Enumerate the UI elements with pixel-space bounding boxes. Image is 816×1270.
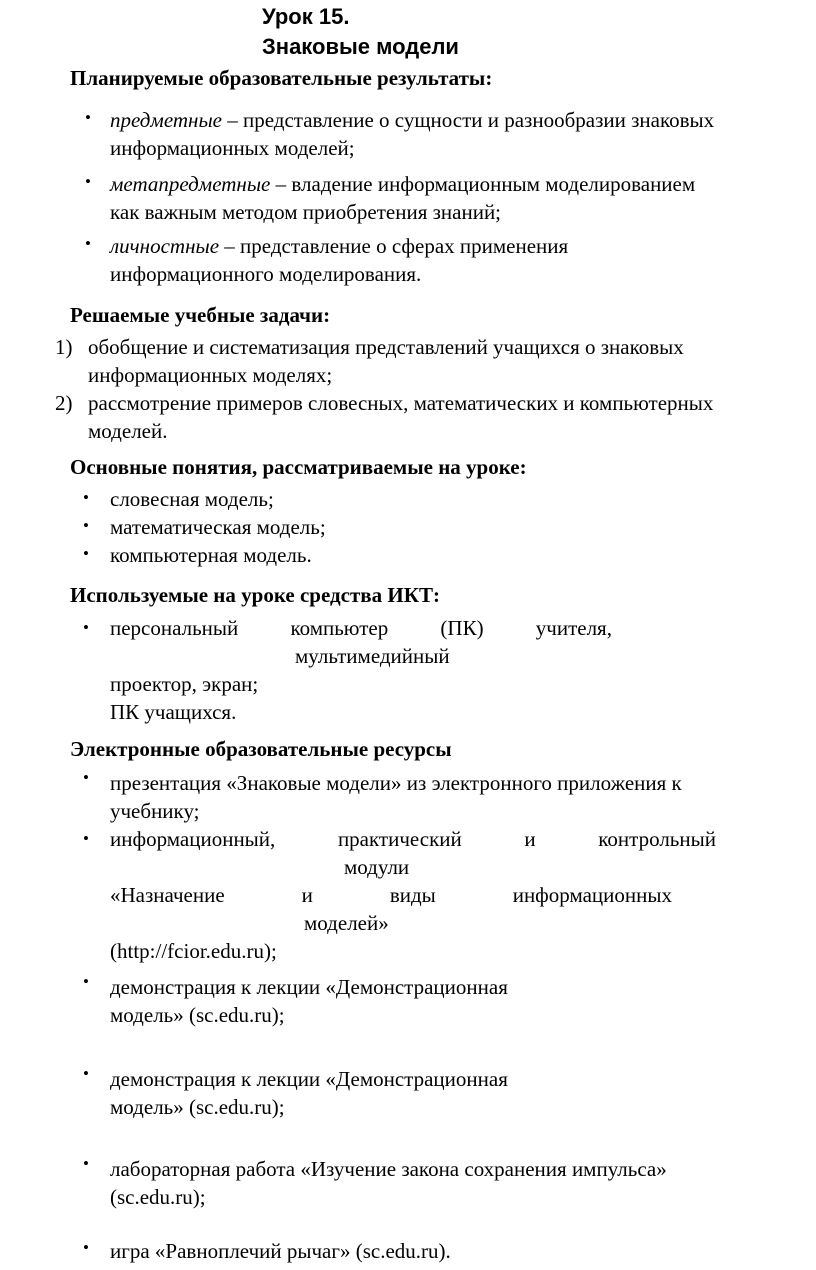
resource-word: контрольный bbox=[598, 827, 716, 851]
bullet-icon: • bbox=[85, 108, 91, 127]
resource-text: учебнику; bbox=[110, 799, 200, 823]
ict-word: персональный bbox=[110, 616, 239, 640]
resource-text: игра «Равноплечий рычаг» (sc.edu.ru). bbox=[110, 1239, 451, 1263]
planned-item bbox=[110, 232, 568, 260]
resource-line bbox=[110, 881, 672, 909]
lesson-number: Урок 15. bbox=[262, 4, 350, 29]
bullet-icon: • bbox=[85, 234, 91, 253]
planned-item-text: как важным методом приобретения знаний; bbox=[110, 200, 502, 224]
planned-item-text: – представление о сущности и разнообразии знаковых bbox=[227, 108, 715, 132]
resource-link: (http://fcior.edu.ru); bbox=[110, 939, 277, 963]
resource-line bbox=[110, 825, 716, 853]
planned-item-text: – владение информационным моделированием bbox=[275, 172, 696, 196]
lesson-title: Знаковые модели bbox=[262, 34, 459, 59]
resource-word: «Назначение bbox=[110, 883, 225, 907]
ict-word: (ПК) bbox=[440, 616, 484, 640]
resource-word: информационный, bbox=[110, 827, 276, 851]
task-text: информационных моделях; bbox=[88, 363, 333, 387]
resource-text: демонстрация к лекции «Демонстрационная bbox=[110, 975, 508, 999]
planned-item-term: метапредметные bbox=[110, 172, 271, 196]
resource-word: виды bbox=[389, 883, 436, 907]
resource-text: презентация «Знаковые модели» из электронного приложения к bbox=[110, 771, 682, 795]
concept-item: компьютерная модель. bbox=[110, 543, 312, 567]
resource-word: и bbox=[524, 827, 536, 851]
bullet-icon: • bbox=[83, 768, 89, 787]
resource-text: модули bbox=[344, 855, 410, 879]
task-text: моделей. bbox=[88, 419, 168, 443]
bullet-icon: • bbox=[83, 544, 89, 563]
ict-word: компьютер bbox=[290, 616, 389, 640]
bullet-icon: • bbox=[83, 488, 89, 507]
resource-word: информационных bbox=[512, 883, 672, 907]
concept-item: математическая модель; bbox=[110, 515, 326, 539]
resource-text: модель» (sc.edu.ru); bbox=[110, 1095, 285, 1119]
bullet-icon: • bbox=[85, 172, 91, 191]
bullet-icon: • bbox=[83, 1238, 89, 1257]
concept-item: словесная модель; bbox=[110, 487, 274, 511]
ict-word: учителя, bbox=[535, 616, 612, 640]
task-number: 1) bbox=[55, 335, 73, 359]
task-text: обобщение и систематизация представлений учащихся о знаковых bbox=[88, 335, 684, 359]
resource-text: моделей» bbox=[304, 911, 389, 935]
planned-item bbox=[110, 170, 695, 198]
planned-item-text: информационного моделирования. bbox=[110, 262, 422, 286]
bullet-icon: • bbox=[83, 516, 89, 535]
planned-item-text: информационных моделей; bbox=[110, 136, 355, 160]
concepts-heading: Основные понятия, рассматриваемые на уроке: bbox=[70, 455, 527, 479]
ict-heading: Используемые на уроке средства ИКТ: bbox=[70, 583, 440, 607]
bullet-icon: • bbox=[83, 1154, 89, 1173]
resource-text: (sc.edu.ru); bbox=[110, 1185, 206, 1209]
bullet-icon: • bbox=[83, 829, 89, 848]
planned-item bbox=[110, 106, 714, 134]
ict-item-text: мультимедийный bbox=[295, 644, 450, 668]
task-number: 2) bbox=[55, 391, 73, 415]
bullet-icon: • bbox=[83, 1064, 89, 1083]
planned-item-term: предметные bbox=[110, 108, 222, 132]
resource-word: и bbox=[301, 883, 313, 907]
resource-text: модель» (sc.edu.ru); bbox=[110, 1003, 285, 1027]
ict-item-text: проектор, экран; bbox=[110, 672, 259, 696]
planned-item-text: – представление о сферах применения bbox=[224, 234, 569, 258]
ict-item-line bbox=[110, 614, 612, 642]
bullet-icon: • bbox=[83, 618, 89, 637]
resources-heading: Электронные образовательные ресурсы bbox=[70, 737, 452, 761]
bullet-icon: • bbox=[83, 972, 89, 991]
resource-word: практический bbox=[337, 827, 462, 851]
resource-text: лабораторная работа «Изучение закона сохранения импульса» bbox=[110, 1157, 667, 1181]
planned-results-heading: Планируемые образовательные результаты: bbox=[70, 66, 493, 90]
resource-text: демонстрация к лекции «Демонстрационная bbox=[110, 1067, 508, 1091]
tasks-heading: Решаемые учебные задачи: bbox=[70, 303, 331, 327]
task-text: рассмотрение примеров словесных, математических и компьютерных bbox=[88, 391, 714, 415]
planned-item-term: личностные bbox=[110, 234, 220, 258]
ict-item-text: ПК учащихся. bbox=[110, 700, 237, 724]
